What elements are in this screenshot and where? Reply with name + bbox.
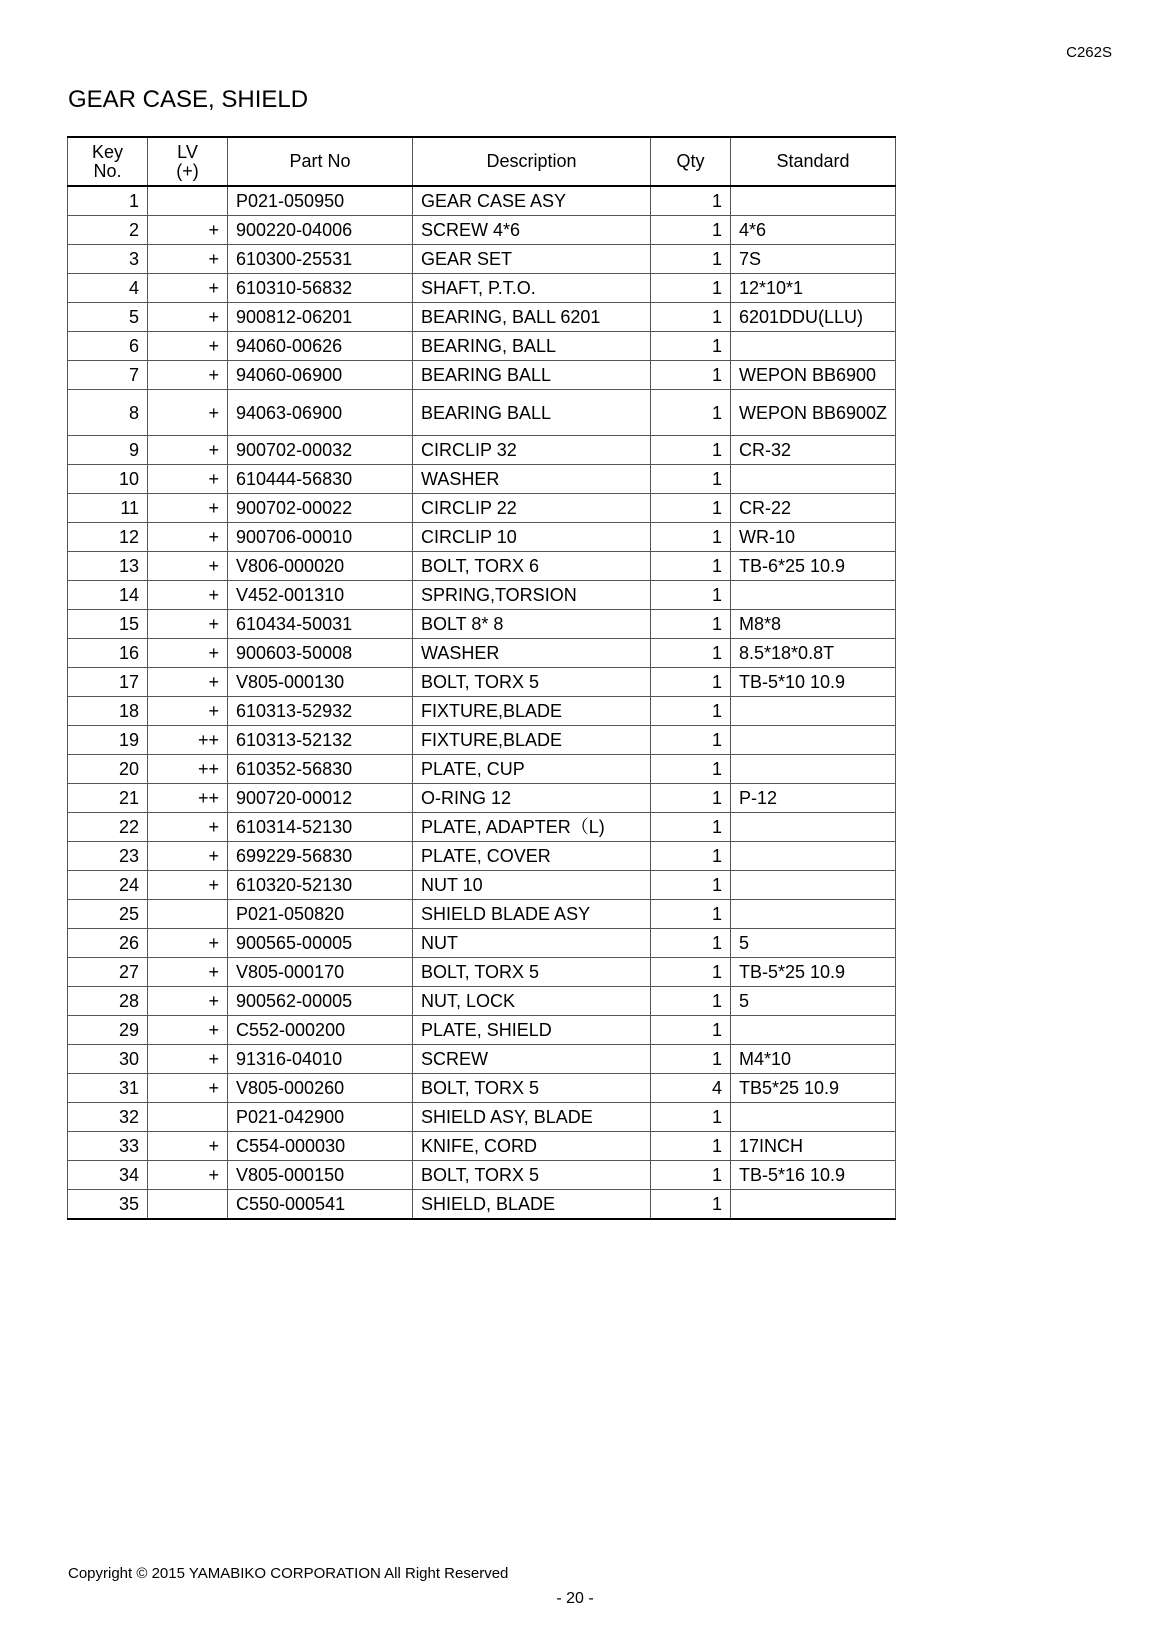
description-cell: FIXTURE,BLADE	[413, 726, 651, 755]
lv-cell: +	[148, 552, 228, 581]
part-no-cell: 900702-00022	[228, 494, 413, 523]
description-cell: SPRING,TORSION	[413, 581, 651, 610]
description-cell: CIRCLIP 32	[413, 436, 651, 465]
column-header-qty: Qty	[651, 137, 731, 186]
table-row	[68, 668, 896, 697]
table-row	[68, 186, 896, 216]
key-no-cell: 14	[68, 581, 148, 610]
table-row	[68, 332, 896, 361]
column-header-description: Description	[413, 137, 651, 186]
key-no-cell: 15	[68, 610, 148, 639]
lv-cell: +	[148, 581, 228, 610]
lv-cell: +	[148, 274, 228, 303]
table-row	[68, 552, 896, 581]
qty-cell: 1	[651, 755, 731, 784]
lv-cell: +	[148, 610, 228, 639]
qty-cell: 1	[651, 784, 731, 813]
table-header-row	[68, 137, 896, 186]
qty-cell: 1	[651, 390, 731, 436]
description-cell: SHIELD BLADE ASY	[413, 900, 651, 929]
key-no-cell: 6	[68, 332, 148, 361]
key-no-cell: 34	[68, 1161, 148, 1190]
part-no-cell: 699229-56830	[228, 842, 413, 871]
key-no-cell: 24	[68, 871, 148, 900]
lv-cell: +	[148, 523, 228, 552]
description-cell: GEAR SET	[413, 245, 651, 274]
description-cell: O-RING 12	[413, 784, 651, 813]
standard-cell	[731, 900, 896, 929]
qty-cell: 1	[651, 216, 731, 245]
table-row	[68, 1045, 896, 1074]
table-row	[68, 494, 896, 523]
standard-cell: TB5*25 10.9	[731, 1074, 896, 1103]
standard-cell: 12*10*1	[731, 274, 896, 303]
lv-cell: +	[148, 303, 228, 332]
key-no-cell: 4	[68, 274, 148, 303]
key-no-cell: 8	[68, 390, 148, 436]
qty-cell: 1	[651, 1103, 731, 1132]
qty-cell: 4	[651, 1074, 731, 1103]
key-no-cell: 21	[68, 784, 148, 813]
column-header-key-line2: No.	[93, 160, 122, 181]
qty-cell: 1	[651, 245, 731, 274]
table-row	[68, 697, 896, 726]
part-no-cell: 91316-04010	[228, 1045, 413, 1074]
qty-cell: 1	[651, 813, 731, 842]
part-no-cell: 610313-52932	[228, 697, 413, 726]
standard-cell: M4*10	[731, 1045, 896, 1074]
table-row	[68, 1161, 896, 1190]
key-no-cell: 19	[68, 726, 148, 755]
table-row	[68, 813, 896, 842]
part-no-cell: V805-000170	[228, 958, 413, 987]
table-row	[68, 784, 896, 813]
column-header-part-no: Part No	[228, 137, 413, 186]
table-row	[68, 929, 896, 958]
key-no-cell: 5	[68, 303, 148, 332]
key-no-cell: 12	[68, 523, 148, 552]
lv-cell: +	[148, 216, 228, 245]
qty-cell: 1	[651, 1161, 731, 1190]
column-header-lv-line1: LV	[177, 141, 198, 162]
key-no-cell: 10	[68, 465, 148, 494]
standard-cell	[731, 726, 896, 755]
part-no-cell: 610320-52130	[228, 871, 413, 900]
lv-cell: +	[148, 813, 228, 842]
lv-cell: +	[148, 436, 228, 465]
table-row	[68, 436, 896, 465]
standard-cell	[731, 871, 896, 900]
table-row	[68, 900, 896, 929]
table-row	[68, 274, 896, 303]
part-no-cell: 610314-52130	[228, 813, 413, 842]
qty-cell: 1	[651, 871, 731, 900]
column-header-key-no	[68, 137, 148, 186]
qty-cell: 1	[651, 274, 731, 303]
lv-cell: ++	[148, 755, 228, 784]
column-header-lv	[148, 137, 228, 186]
lv-cell: +	[148, 361, 228, 390]
part-no-cell: P021-042900	[228, 1103, 413, 1132]
copyright-notice: Copyright © 2015 YAMABIKO CORPORATION All Right Reserved	[68, 1565, 509, 1582]
part-no-cell: 610300-25531	[228, 245, 413, 274]
part-no-cell: V806-000020	[228, 552, 413, 581]
key-no-cell: 13	[68, 552, 148, 581]
standard-cell	[731, 1190, 896, 1220]
key-no-cell: 30	[68, 1045, 148, 1074]
qty-cell: 1	[651, 552, 731, 581]
standard-cell	[731, 1103, 896, 1132]
part-no-cell: P021-050950	[228, 186, 413, 216]
lv-cell	[148, 1190, 228, 1220]
standard-cell	[731, 813, 896, 842]
key-no-cell: 3	[68, 245, 148, 274]
part-no-cell: 610313-52132	[228, 726, 413, 755]
description-cell: WASHER	[413, 639, 651, 668]
description-cell: SHAFT, P.T.O.	[413, 274, 651, 303]
standard-cell	[731, 465, 896, 494]
description-cell: BOLT, TORX 5	[413, 958, 651, 987]
table-row	[68, 390, 896, 436]
part-no-cell: 900706-00010	[228, 523, 413, 552]
qty-cell: 1	[651, 639, 731, 668]
description-cell: PLATE, CUP	[413, 755, 651, 784]
standard-cell: 5	[731, 929, 896, 958]
key-no-cell: 9	[68, 436, 148, 465]
key-no-cell: 33	[68, 1132, 148, 1161]
key-no-cell: 25	[68, 900, 148, 929]
standard-cell: WEPON BB6900	[731, 361, 896, 390]
qty-cell: 1	[651, 332, 731, 361]
qty-cell: 1	[651, 1045, 731, 1074]
key-no-cell: 16	[68, 639, 148, 668]
part-no-cell: 610310-56832	[228, 274, 413, 303]
lv-cell	[148, 186, 228, 216]
key-no-cell: 23	[68, 842, 148, 871]
standard-cell: TB-5*10 10.9	[731, 668, 896, 697]
key-no-cell: 29	[68, 1016, 148, 1045]
table-row	[68, 581, 896, 610]
lv-cell: ++	[148, 784, 228, 813]
qty-cell: 1	[651, 523, 731, 552]
standard-cell: 8.5*18*0.8T	[731, 639, 896, 668]
key-no-cell: 11	[68, 494, 148, 523]
lv-cell: ++	[148, 726, 228, 755]
lv-cell: +	[148, 871, 228, 900]
table-row	[68, 303, 896, 332]
lv-cell: +	[148, 697, 228, 726]
qty-cell: 1	[651, 494, 731, 523]
standard-cell: 7S	[731, 245, 896, 274]
column-header-lv-line2: (+)	[176, 160, 199, 181]
lv-cell: +	[148, 465, 228, 494]
lv-cell	[148, 1103, 228, 1132]
lv-cell: +	[148, 987, 228, 1016]
qty-cell: 1	[651, 668, 731, 697]
qty-cell: 1	[651, 1132, 731, 1161]
part-no-cell: C550-000541	[228, 1190, 413, 1220]
lv-cell: +	[148, 1045, 228, 1074]
description-cell: PLATE, SHIELD	[413, 1016, 651, 1045]
standard-cell	[731, 581, 896, 610]
table-row	[68, 1132, 896, 1161]
lv-cell: +	[148, 494, 228, 523]
description-cell: CIRCLIP 10	[413, 523, 651, 552]
page-number: - 20 -	[556, 1590, 594, 1607]
part-no-cell: 94063-06900	[228, 390, 413, 436]
description-cell: FIXTURE,BLADE	[413, 697, 651, 726]
key-no-cell: 20	[68, 755, 148, 784]
table-row	[68, 245, 896, 274]
part-no-cell: C552-000200	[228, 1016, 413, 1045]
key-no-cell: 1	[68, 186, 148, 216]
table-row	[68, 958, 896, 987]
lv-cell: +	[148, 639, 228, 668]
key-no-cell: 26	[68, 929, 148, 958]
description-cell: CIRCLIP 22	[413, 494, 651, 523]
part-no-cell: 94060-00626	[228, 332, 413, 361]
standard-cell	[731, 332, 896, 361]
key-no-cell: 22	[68, 813, 148, 842]
part-no-cell: 610444-56830	[228, 465, 413, 494]
qty-cell: 1	[651, 303, 731, 332]
description-cell: PLATE, COVER	[413, 842, 651, 871]
part-no-cell: 900562-00005	[228, 987, 413, 1016]
description-cell: SCREW	[413, 1045, 651, 1074]
key-no-cell: 17	[68, 668, 148, 697]
part-no-cell: V805-000260	[228, 1074, 413, 1103]
table-row	[68, 361, 896, 390]
description-cell: BOLT, TORX 5	[413, 1161, 651, 1190]
description-cell: BEARING BALL	[413, 361, 651, 390]
qty-cell: 1	[651, 929, 731, 958]
standard-cell: TB-5*16 10.9	[731, 1161, 896, 1190]
lv-cell: +	[148, 1016, 228, 1045]
key-no-cell: 28	[68, 987, 148, 1016]
qty-cell: 1	[651, 361, 731, 390]
standard-cell	[731, 1016, 896, 1045]
lv-cell: +	[148, 390, 228, 436]
description-cell: PLATE, ADAPTER（L)	[413, 813, 651, 842]
standard-cell: TB-6*25 10.9	[731, 552, 896, 581]
key-no-cell: 35	[68, 1190, 148, 1220]
description-cell: BEARING, BALL 6201	[413, 303, 651, 332]
column-header-standard: Standard	[731, 137, 896, 186]
qty-cell: 1	[651, 987, 731, 1016]
description-cell: BOLT 8* 8	[413, 610, 651, 639]
qty-cell: 1	[651, 465, 731, 494]
lv-cell: +	[148, 929, 228, 958]
column-header-key-line1: Key	[91, 141, 124, 162]
standard-cell	[731, 186, 896, 216]
description-cell: KNIFE, CORD	[413, 1132, 651, 1161]
qty-cell: 1	[651, 900, 731, 929]
key-no-cell: 7	[68, 361, 148, 390]
part-no-cell: 900720-00012	[228, 784, 413, 813]
standard-cell: 5	[731, 987, 896, 1016]
lv-cell: +	[148, 842, 228, 871]
part-no-cell: 900702-00032	[228, 436, 413, 465]
key-no-cell: 27	[68, 958, 148, 987]
description-cell: BEARING BALL	[413, 390, 651, 436]
document-code: C262S	[1066, 44, 1112, 61]
part-no-cell: C554-000030	[228, 1132, 413, 1161]
lv-cell: +	[148, 668, 228, 697]
page-title: GEAR CASE, SHIELD	[68, 86, 309, 113]
description-cell: WASHER	[413, 465, 651, 494]
table-row	[68, 1074, 896, 1103]
part-no-cell: 900565-00005	[228, 929, 413, 958]
standard-cell	[731, 842, 896, 871]
lv-cell: +	[148, 1132, 228, 1161]
key-no-cell: 32	[68, 1103, 148, 1132]
table-row	[68, 987, 896, 1016]
standard-cell	[731, 697, 896, 726]
table-row	[68, 1016, 896, 1045]
part-no-cell: V452-001310	[228, 581, 413, 610]
standard-cell: 4*6	[731, 216, 896, 245]
standard-cell: P-12	[731, 784, 896, 813]
description-cell: BOLT, TORX 5	[413, 1074, 651, 1103]
key-no-cell: 31	[68, 1074, 148, 1103]
table-row	[68, 871, 896, 900]
parts-table-body	[68, 186, 896, 1219]
key-no-cell: 2	[68, 216, 148, 245]
table-row	[68, 465, 896, 494]
description-cell: GEAR CASE ASY	[413, 186, 651, 216]
key-no-cell: 18	[68, 697, 148, 726]
part-no-cell: 900603-50008	[228, 639, 413, 668]
qty-cell: 1	[651, 1190, 731, 1220]
qty-cell: 1	[651, 186, 731, 216]
part-no-cell: 610434-50031	[228, 610, 413, 639]
parts-table	[67, 136, 896, 1220]
qty-cell: 1	[651, 1016, 731, 1045]
standard-cell: CR-32	[731, 436, 896, 465]
lv-cell	[148, 900, 228, 929]
table-row	[68, 1103, 896, 1132]
qty-cell: 1	[651, 958, 731, 987]
table-row	[68, 1190, 896, 1220]
table-row	[68, 216, 896, 245]
standard-cell: CR-22	[731, 494, 896, 523]
part-no-cell: 900220-04006	[228, 216, 413, 245]
table-row	[68, 755, 896, 784]
description-cell: NUT 10	[413, 871, 651, 900]
standard-cell: 17INCH	[731, 1132, 896, 1161]
standard-cell: WR-10	[731, 523, 896, 552]
lv-cell: +	[148, 245, 228, 274]
description-cell: SCREW 4*6	[413, 216, 651, 245]
description-cell: BEARING, BALL	[413, 332, 651, 361]
table-row	[68, 523, 896, 552]
lv-cell: +	[148, 1074, 228, 1103]
table-row	[68, 726, 896, 755]
part-no-cell: P021-050820	[228, 900, 413, 929]
table-row	[68, 842, 896, 871]
part-no-cell: 94060-06900	[228, 361, 413, 390]
part-no-cell: V805-000150	[228, 1161, 413, 1190]
part-no-cell: 900812-06201	[228, 303, 413, 332]
lv-cell: +	[148, 958, 228, 987]
standard-cell: TB-5*25 10.9	[731, 958, 896, 987]
standard-cell: 6201DDU(LLU)	[731, 303, 896, 332]
qty-cell: 1	[651, 697, 731, 726]
qty-cell: 1	[651, 436, 731, 465]
description-cell: BOLT, TORX 6	[413, 552, 651, 581]
lv-cell: +	[148, 332, 228, 361]
standard-cell: WEPON BB6900Z	[731, 390, 896, 436]
qty-cell: 1	[651, 581, 731, 610]
description-cell: SHIELD, BLADE	[413, 1190, 651, 1220]
qty-cell: 1	[651, 610, 731, 639]
part-no-cell: 610352-56830	[228, 755, 413, 784]
qty-cell: 1	[651, 842, 731, 871]
table-row	[68, 610, 896, 639]
description-cell: BOLT, TORX 5	[413, 668, 651, 697]
description-cell: NUT	[413, 929, 651, 958]
part-no-cell: V805-000130	[228, 668, 413, 697]
qty-cell: 1	[651, 726, 731, 755]
standard-cell	[731, 755, 896, 784]
description-cell: NUT, LOCK	[413, 987, 651, 1016]
lv-cell: +	[148, 1161, 228, 1190]
table-row	[68, 639, 896, 668]
standard-cell: M8*8	[731, 610, 896, 639]
description-cell: SHIELD ASY, BLADE	[413, 1103, 651, 1132]
